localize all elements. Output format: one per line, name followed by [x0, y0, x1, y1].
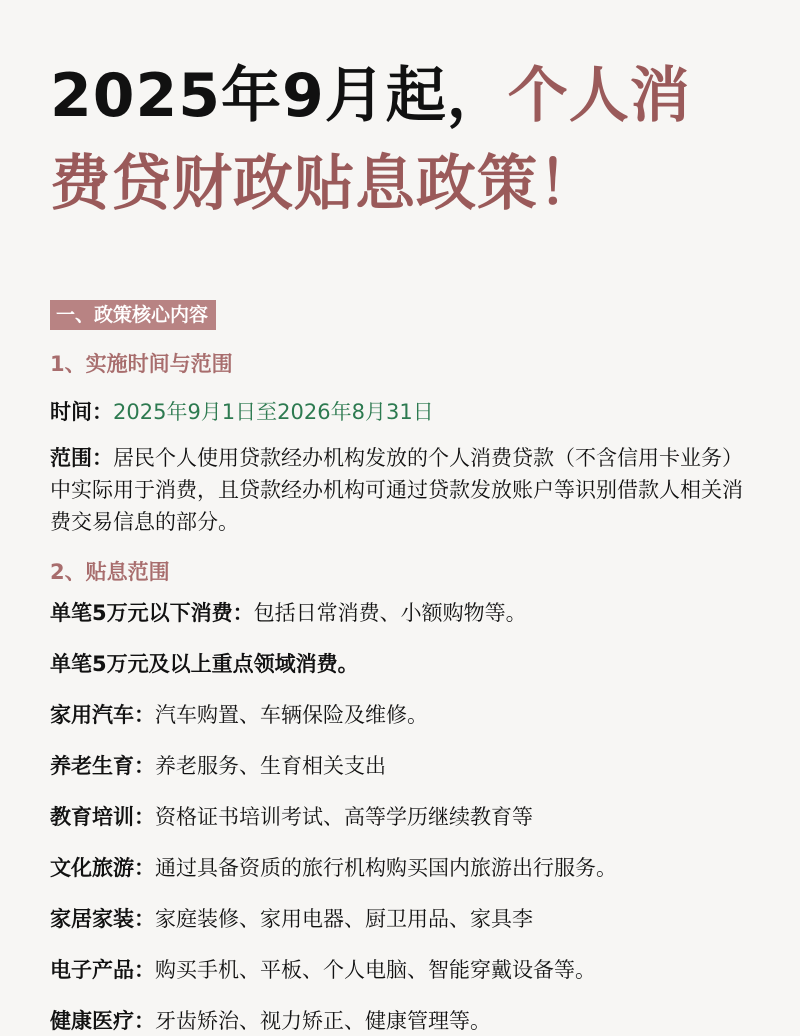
list-item	[50, 700, 750, 730]
subheading-subsidy-scope: 2、贴息范围	[50, 560, 170, 584]
item-label: 单笔5万元以下消费：	[50, 601, 254, 625]
list-item	[50, 853, 750, 883]
scope-text: 居民个人使用贷款经办机构发放的个人消费贷款（不含信用卡业务）中实际用于消费，且贷款经办机构可通过贷款发放账户等识别借款人相关消费交易信息的部分。	[50, 446, 743, 534]
item-text: 汽车购置、车辆保险及维修。	[155, 703, 428, 727]
title-date-text: 2025年9月起，	[50, 61, 508, 131]
item-label: 养老生育：	[50, 754, 155, 778]
item-text: 养老服务、生育相关支出	[155, 754, 386, 778]
item-label: 教育培训：	[50, 805, 155, 829]
list-item	[50, 955, 750, 985]
scope-paragraph	[50, 442, 750, 538]
item-text: 购买手机、平板、个人电脑、智能穿戴设备等。	[155, 958, 596, 982]
item-text: 包括日常消费、小额购物等。	[253, 601, 527, 625]
item-text: 牙齿矫治、视力矫正、健康管理等。	[155, 1009, 491, 1033]
item-label: 文化旅游：	[50, 856, 155, 880]
list-item	[50, 751, 750, 781]
item-label: 家用汽车：	[50, 703, 155, 727]
item-label: 健康医疗：	[50, 1009, 155, 1033]
list-item	[50, 649, 750, 679]
time-value: 2025年9月1日至2026年8月31日	[113, 400, 434, 424]
section-header: 一、政策核心内容	[50, 300, 216, 330]
list-item	[50, 802, 750, 832]
subsidy-list	[50, 598, 750, 1036]
time-label: 时间：	[50, 400, 113, 424]
list-item	[50, 598, 750, 628]
title-line-1	[50, 52, 750, 140]
page-title	[50, 52, 750, 228]
title-accent-text-2: 费贷财政贴息政策！	[50, 149, 599, 219]
item-text: 资格证书培训考试、高等学历继续教育等	[155, 805, 533, 829]
item-label: 电子产品：	[50, 958, 155, 982]
item-label: 家居家装：	[50, 907, 155, 931]
item-text: 家庭装修、家用电器、厨卫用品、家具李	[155, 907, 533, 931]
item-text: 通过具备资质的旅行机构购买国内旅游出行服务。	[155, 856, 617, 880]
scope-label: 范围：	[50, 446, 113, 470]
list-item	[50, 904, 750, 934]
subheading-time-scope: 1、实施时间与范围	[50, 352, 233, 376]
time-paragraph	[50, 396, 750, 428]
title-accent-text-1: 个人消	[507, 61, 691, 131]
item-label: 单笔5万元及以上重点领域消费。	[50, 652, 359, 676]
title-line-2	[50, 140, 750, 228]
